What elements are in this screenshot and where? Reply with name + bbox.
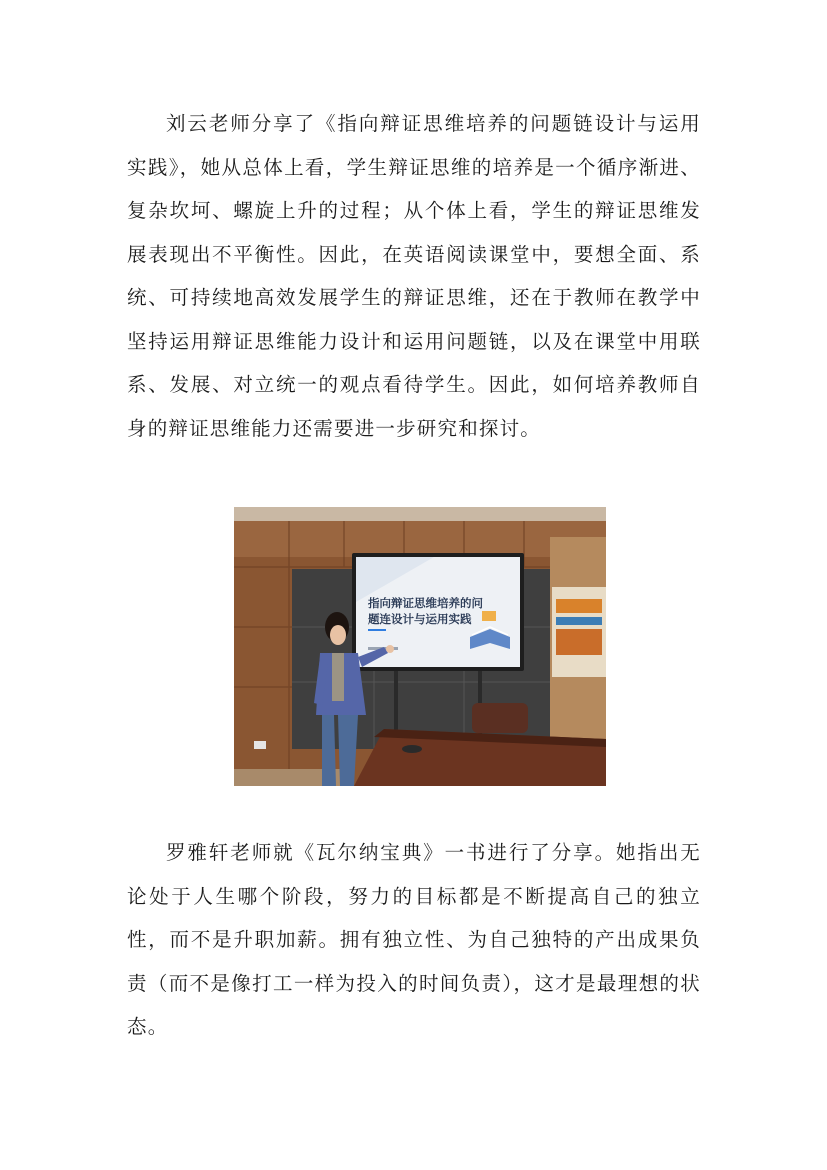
presentation-photo <box>234 507 606 786</box>
paragraph-2: 罗雅轩老师就《瓦尔纳宝典》一书进行了分享。她指出无论处于人生哪个阶段，努力的目标都是不断提高自己的独立性，而不是升职加薪。拥有独立性、为自己独特的产出成果负责（而不是像打工一样为投入的时间负责），这才是最理想的状态。 <box>127 841 701 1038</box>
paragraph-1: 刘云老师分享了《指向辩证思维培养的问题链设计与运用实践》，她从总体上看，学生辩证思维的培养是一个循序渐进、复杂坎坷、螺旋上升的过程；从个体上看，学生的辩证思维发展表现出不平衡性。因此，在英语阅读课堂中，要想全面、系统、可持续地高效发展学生的辩证思维，还在于教师在教学中坚持运用辩证思维能力设计和运用问题链，以及在课堂中用联系、发展、对立统一的观点看待学生。因此，如何培养教师自身的辩证思维能力还需要进一步研究和探讨。 <box>127 112 701 440</box>
slide-title-line1: 指向辩证思维培养的问 <box>368 596 483 610</box>
slide-title-line2: 题连设计与运用实践 <box>368 612 472 626</box>
